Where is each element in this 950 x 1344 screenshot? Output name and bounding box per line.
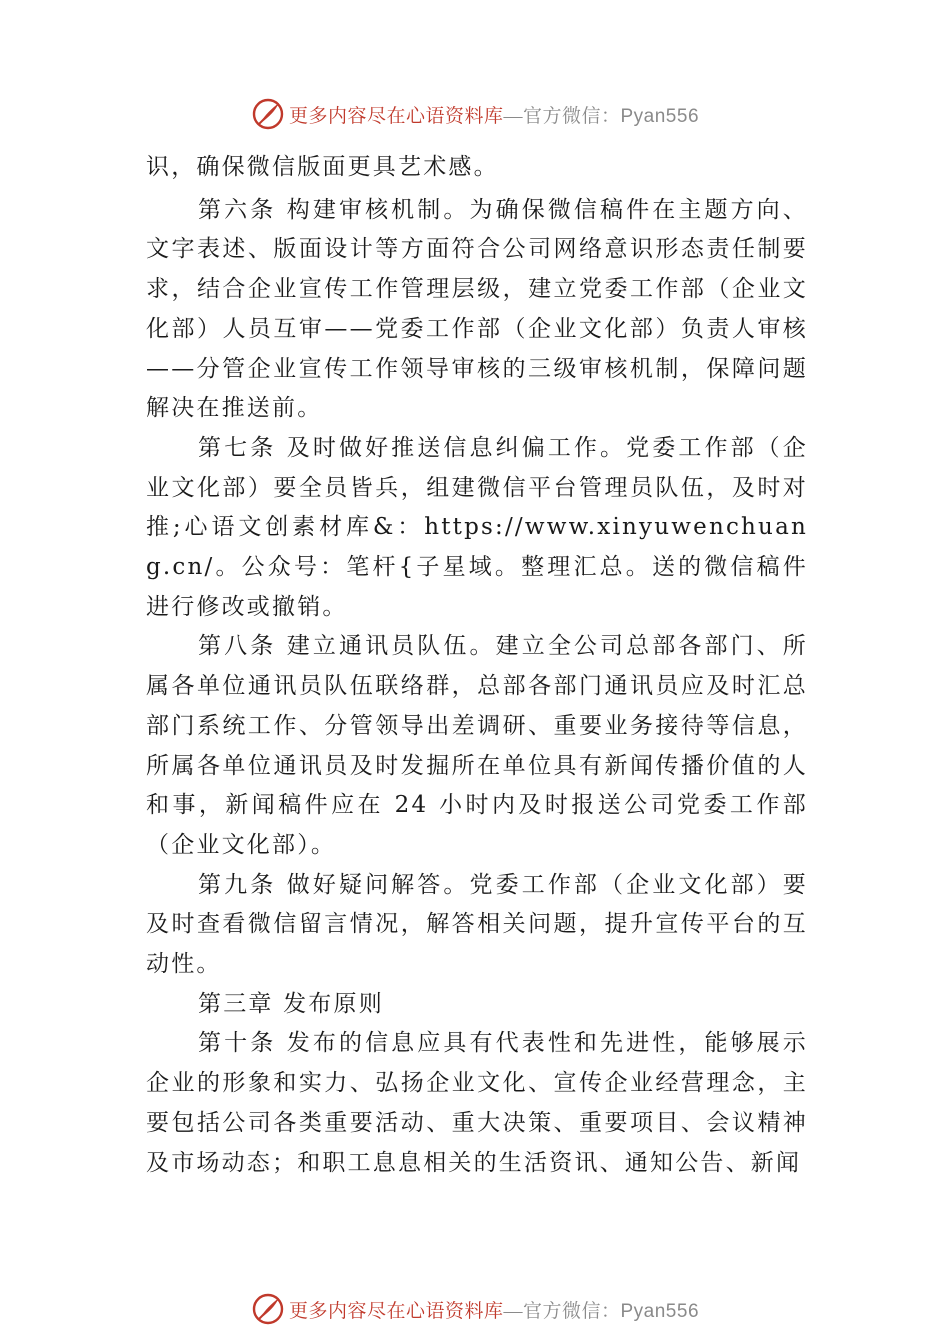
paragraph-article-9: 第九条 做好疑问解答。党委工作部（企业文化部）要及时查看微信留言情况，解答相关问题，提升宣传平台的互动性。 — [146, 871, 808, 978]
header-dash: — — [503, 105, 523, 127]
chapter-heading: 第三章 发布原则 — [198, 990, 384, 1017]
footer-watermark — [0, 1289, 950, 1329]
footer-brand: 更多内容尽在心语资料库 — [288, 1300, 504, 1322]
paragraph-continuation: 识，确保微信版面更具艺术感。 — [146, 154, 499, 180]
quill-logo-icon — [251, 97, 285, 131]
header-watermark — [0, 94, 950, 134]
paragraph-article-7: 第七条 及时做好推送信息纠偏工作。党委工作部（企业文化部）要全员皆兵，组建微信平台管理员队伍，及时对推;心语文创素材库&：https://www.xinyuwenchuang.cn/。公众号：笔杆{子星域。整理汇总。送的微信稿件进行修改或撤销。 — [146, 434, 808, 620]
footer-wechat-label: 官方微信： — [522, 1300, 621, 1322]
paragraph-article-8: 第八条 建立通讯员队伍。建立全公司总部各部门、所属各单位通讯员队伍联络群，总部各部门通讯员应及时汇总部门系统工作、分管领导出差调研、重要业务接待等信息，所属各单位通讯员及时发掘所在单位具有新闻传播价值的人和事，新闻稿件应在 24 小时内及时报送公司党委工作部（企业文化部）。 — [146, 633, 808, 858]
footer-dash: — — [503, 1300, 523, 1322]
header-wechat-id: Pyan556 — [620, 105, 700, 127]
header-brand: 更多内容尽在心语资料库 — [288, 105, 504, 127]
quill-logo-icon — [251, 1292, 285, 1326]
paragraph-article-10: 第十条 发布的信息应具有代表性和先进性，能够展示企业的形象和实力、弘扬企业文化、宣传企业经营理念，主要包括公司各类重要活动、重大决策、重要项目、会议精神及市场动态；和职工息息相关的生活资讯、通知公告、新闻 — [146, 1030, 808, 1176]
header-wechat-label: 官方微信： — [522, 105, 621, 127]
document-body — [146, 148, 808, 1183]
header-watermark-text — [289, 101, 699, 128]
footer-watermark-text — [289, 1296, 699, 1323]
footer-wechat-id: Pyan556 — [620, 1300, 700, 1322]
paragraph-article-6: 第六条 构建审核机制。为确保微信稿件在主题方向、文字表述、版面设计等方面符合公司网络意识形态责任制要求，结合企业宣传工作管理层级，建立党委工作部（企业文化部）人员互审——党委工作部（企业文化部）负责人审核——分管企业宣传工作领导审核的三级审核机制，保障问题解决在推送前。 — [146, 196, 808, 422]
